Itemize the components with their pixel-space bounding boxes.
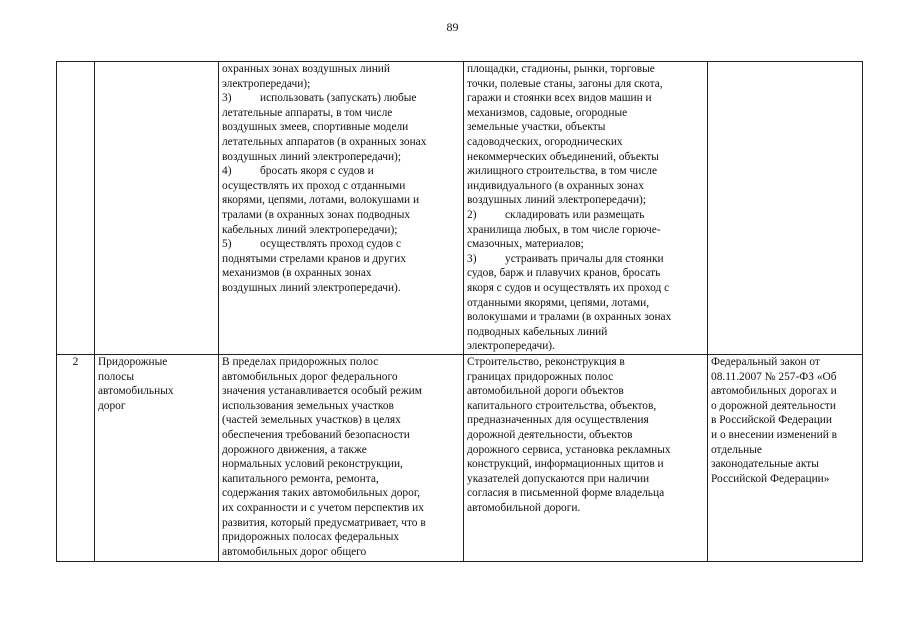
- list-item: [467, 252, 704, 354]
- text-line: садоводческих, огороднических: [467, 135, 623, 148]
- text-line: бросать якоря с судов и: [260, 165, 374, 178]
- text-line: якоря с судов и осуществлять их проход с: [467, 281, 670, 294]
- text-line: указателей допускаются при наличии: [467, 472, 650, 485]
- text-line: Строительство, реконструкция в: [467, 356, 625, 368]
- text-line: площадки, стадионы, рынки, торговые: [467, 63, 655, 75]
- text-line: содержания таких автомобильных дорог,: [222, 487, 421, 500]
- text-line: значения устанавливается особый режим: [222, 385, 422, 398]
- text-line: дорожной деятельности, объектов: [467, 428, 633, 441]
- text-line: автомобильных дорог федерального: [222, 370, 398, 383]
- text-line: предназначенных для осуществления: [467, 414, 649, 427]
- page-number: 89: [446, 20, 459, 34]
- text-line: дорожного сервиса, установка рекламных: [467, 443, 671, 456]
- text-line: осуществлять их проход с отданными: [222, 179, 406, 192]
- list-item: [467, 208, 704, 252]
- list-item: [222, 237, 460, 295]
- text-line: некоммерческих объединений, объекты: [467, 150, 659, 163]
- list-item: [222, 164, 460, 237]
- text-line: волокушами и тралами (в охранных зонах: [467, 311, 672, 324]
- item-number: 2): [467, 208, 477, 221]
- text-line: гаражи и стоянки всех видов машин и: [467, 92, 652, 105]
- text-line: электропередачи).: [467, 340, 555, 353]
- text-line: отданными якорями, цепями, лотами,: [467, 296, 650, 309]
- list-item: [222, 91, 460, 164]
- text-line: 08.11.2007 № 257-ФЗ «Об: [711, 370, 837, 383]
- text-line: границах придорожных полос: [467, 370, 614, 383]
- text-line: подводных кабельных линий: [467, 325, 608, 338]
- text-line: кабельных линий электропередачи);: [222, 223, 398, 236]
- text-line: воздушных змеев, спортивные модели: [222, 121, 409, 134]
- text-line: использования земельных участков: [222, 399, 394, 412]
- row-number-cell: [57, 62, 95, 355]
- text-line: Российской Федерации»: [711, 472, 830, 485]
- text-line: автомобильных дорог общего: [222, 545, 367, 558]
- text-line: якорями, цепями, лотами, волокушами и: [222, 194, 420, 207]
- zones-table: [56, 61, 863, 562]
- text-line: согласия в письменной форме владельца: [467, 487, 665, 500]
- text-line: о дорожной деятельности: [711, 399, 836, 412]
- law-cell: [708, 62, 863, 355]
- text-line: В пределах придорожных полос: [222, 356, 379, 368]
- zone-name-cell: [95, 355, 219, 562]
- text-line: автомобильных: [98, 385, 174, 398]
- text-line: охранных зонах воздушных линий: [222, 63, 390, 75]
- text-line: летательных аппаратов (в охранных зонах: [222, 135, 427, 148]
- text-line: в Российской Федерации: [711, 414, 833, 427]
- text-line: Федеральный закон от: [711, 356, 820, 368]
- text-line: летательные аппараты, в том числе: [222, 106, 393, 119]
- text-line: судов, барж и плавучих кранов, бросать: [467, 267, 661, 280]
- zone-name-cell: [95, 62, 219, 355]
- text-line: развития, который предусматривает, что в: [222, 516, 426, 529]
- text-line: Придорожные: [98, 356, 168, 368]
- text-line: воздушных линий электропередачи);: [222, 150, 402, 163]
- item-number: 5): [222, 238, 232, 251]
- row-number-cell: 2: [57, 355, 95, 562]
- text-line: капитального строительства, объектов,: [467, 399, 657, 412]
- prohibitions-cell: [464, 62, 708, 355]
- text-line: капитального ремонта, ремонта,: [222, 472, 379, 485]
- text-line: земельные участки, объекты: [467, 121, 606, 134]
- text-line: дорог: [98, 399, 126, 412]
- text-line: воздушных линий электропередачи);: [467, 194, 647, 207]
- law-cell: [708, 355, 863, 562]
- text-line: механизмов, садовые, огородные: [467, 106, 628, 119]
- text-line: их сохранности и с учетом перспектив их: [222, 501, 424, 514]
- text-line: автомобильных дорогах и: [711, 385, 837, 398]
- text-line: складировать или размещать: [505, 208, 645, 221]
- restrictions-cell: [219, 62, 464, 355]
- restrictions-cell: [219, 355, 464, 562]
- text-line: поднятыми стрелами кранов и других: [222, 252, 406, 265]
- prohibitions-cell: [464, 355, 708, 562]
- text-line: смазочных, материалов;: [467, 238, 584, 251]
- text-line: индивидуального (в охранных зонах: [467, 179, 644, 192]
- text-line: жилищного строительства, в том числе: [467, 165, 658, 178]
- item-number: 4): [222, 165, 232, 178]
- text-line: отдельные: [711, 443, 762, 456]
- text-line: обеспечения требований безопасности: [222, 428, 410, 441]
- table-row: [57, 62, 863, 355]
- text-line: законодательные акты: [711, 458, 819, 471]
- text-line: электропередачи);: [222, 77, 311, 90]
- text-line: воздушных линий электропередачи).: [222, 281, 401, 294]
- item-number: 3): [222, 92, 232, 105]
- text-line: дорожного движения, а также: [222, 443, 367, 456]
- text-line: хранилища любых, в том числе горюче-: [467, 223, 661, 236]
- text-line: точки, полевые станы, загоны для скота,: [467, 77, 663, 90]
- text-line: нормальных условий реконструкции,: [222, 458, 403, 471]
- text-line: использовать (запускать) любые: [260, 92, 417, 105]
- text-line: автомобильной дороги объектов: [467, 385, 624, 398]
- item-number: 3): [467, 252, 477, 265]
- text-line: и о внесении изменений в: [711, 428, 838, 441]
- text-line: осуществлять проход судов с: [260, 238, 402, 251]
- text-line: полосы: [98, 370, 135, 383]
- text-line: придорожных полосах федеральных: [222, 531, 400, 544]
- text-line: конструкций, информационных щитов и: [467, 458, 664, 471]
- text-line: механизмов (в охранных зонах: [222, 267, 372, 280]
- text-line: тралами (в охранных зонах подводных: [222, 208, 411, 221]
- text-line: автомобильной дороги.: [467, 501, 581, 514]
- text-line: (частей земельных участков) в целях: [222, 414, 401, 427]
- table-row: [57, 355, 863, 562]
- text-line: устраивать причалы для стоянки: [505, 252, 664, 265]
